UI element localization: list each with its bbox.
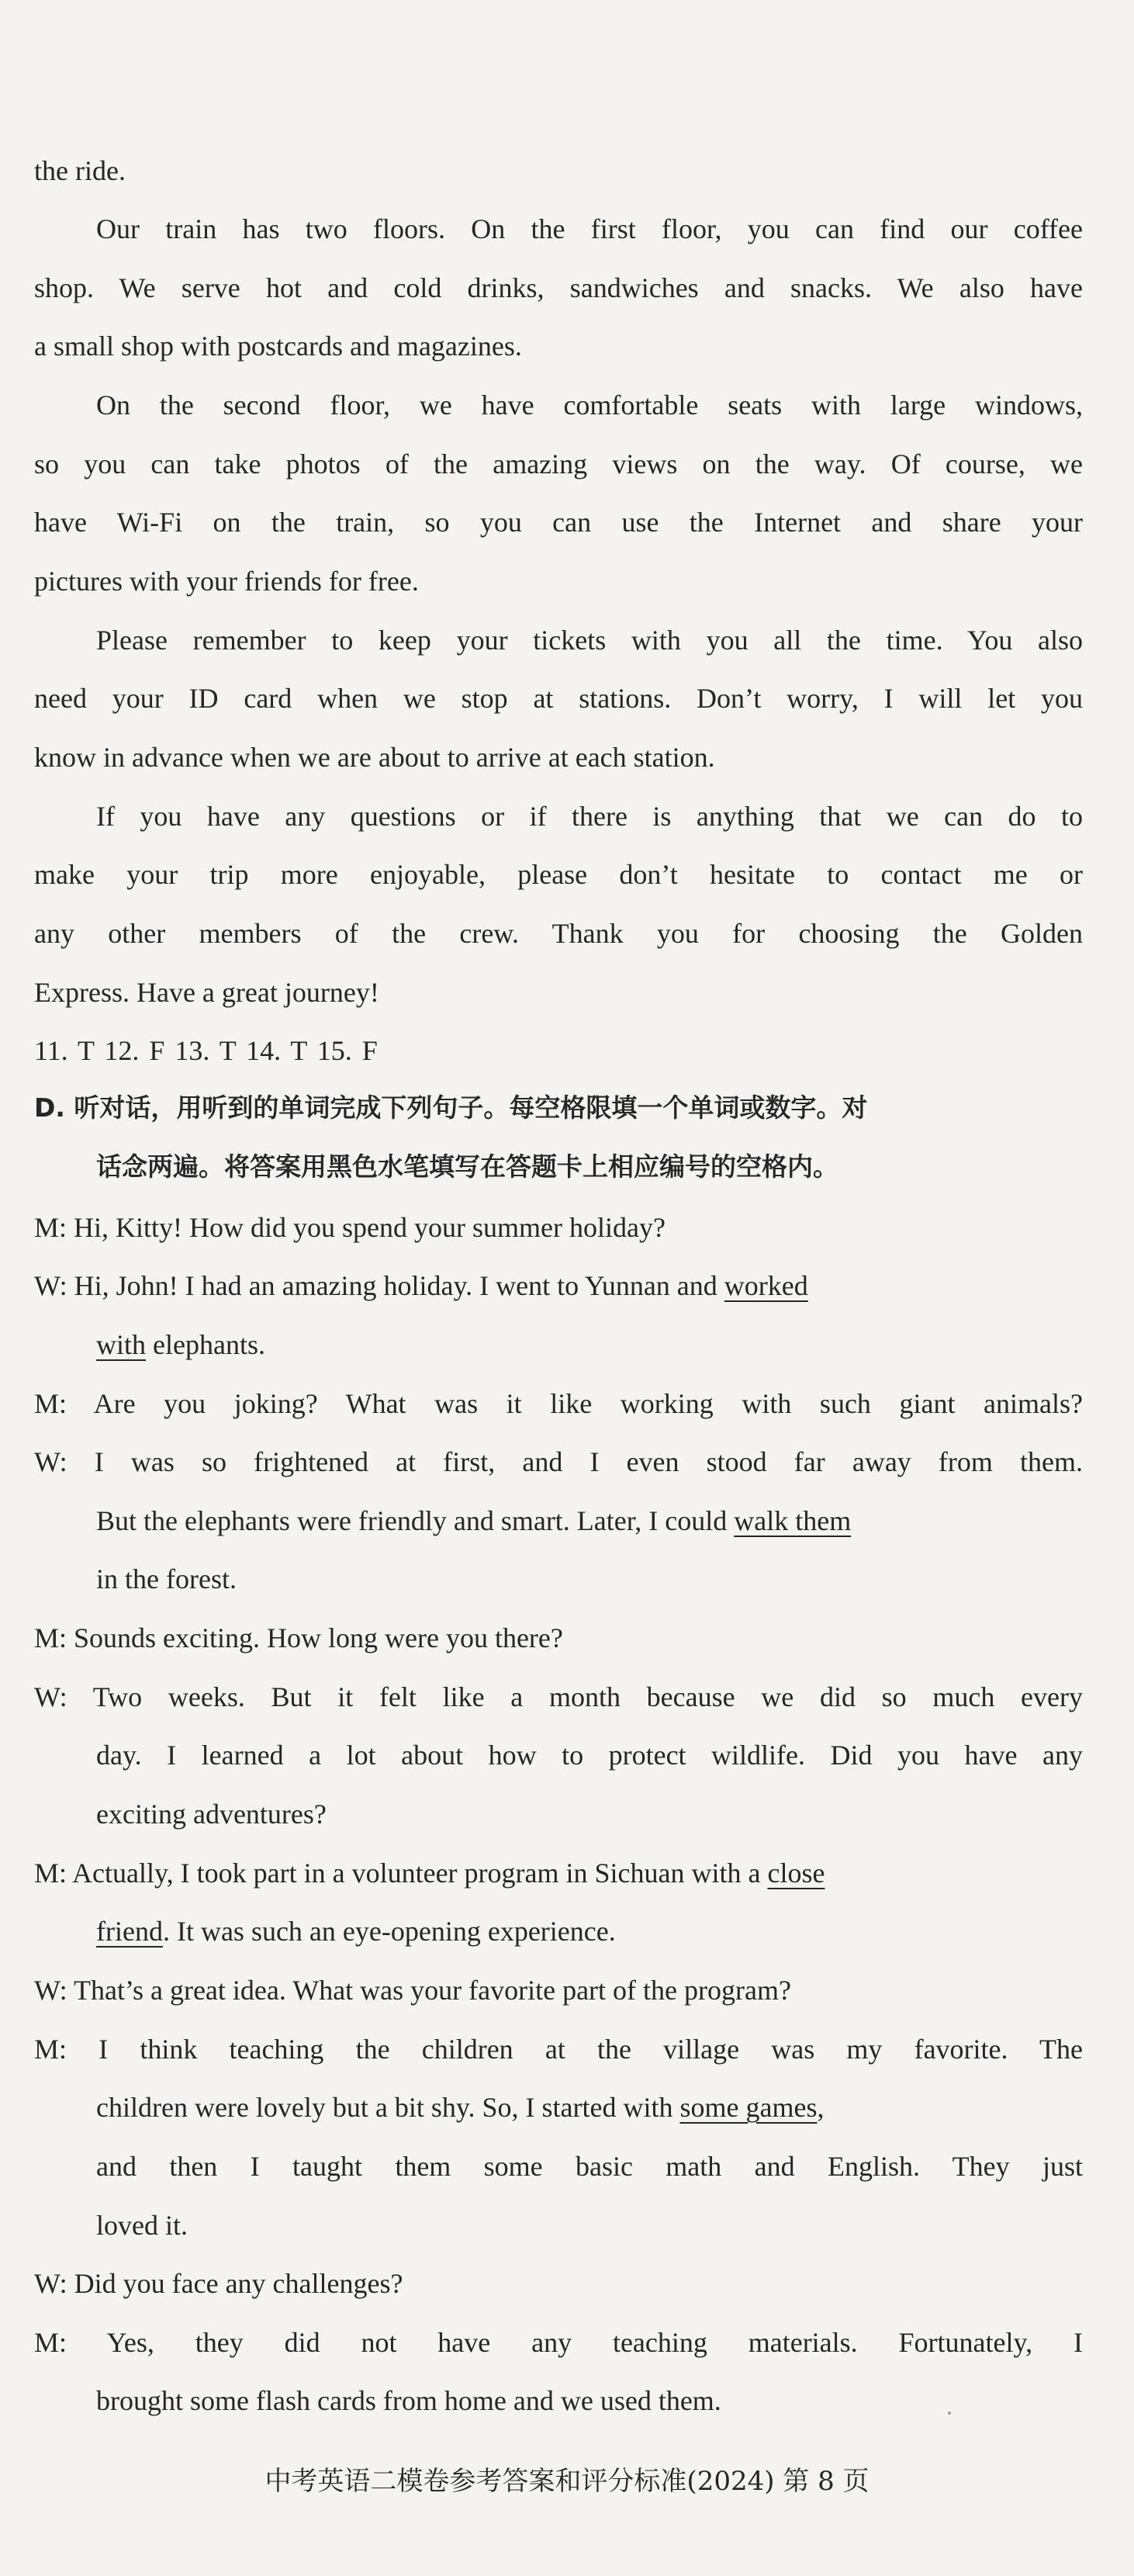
dialogue-line: M: Sounds exciting. How long were you there?	[34, 1622, 563, 1653]
dialogue-line: M: Yes, they did not have any teaching materials. Fortunately, I	[34, 2327, 1083, 2358]
text-line: have Wi-Fi on the train, so you can use the Internet and share your	[34, 507, 1083, 538]
dialogue-line: and then I taught them some basic math and English. They just	[96, 2151, 1083, 2182]
dialogue-line: M: Actually, I took part in a volunteer program in Sichuan with a close	[34, 1858, 825, 1889]
text-line: make your trip more enjoyable, please don’t hesitate to contact me or	[34, 859, 1083, 890]
dialogue-line: day. I learned a lot about how to protect wildlife. Did you have any	[96, 1740, 1083, 1771]
dialogue-line: W: That’s a great idea. What was your favorite part of the program?	[34, 1975, 791, 2006]
dialogue-line: children were lovely but a bit shy. So, I started with some games,	[96, 2092, 825, 2123]
text-line: On the second floor, we have comfortable seats with large windows,	[96, 390, 1083, 421]
text-line: a small shop with postcards and magazines.	[34, 331, 522, 362]
text-line: so you can take photos of the amazing views on the way. Of course, we	[34, 448, 1083, 480]
text-line: any other members of the crew. Thank you for choosing the Golden	[34, 918, 1083, 949]
text-line: If you have any questions or if there is anything that we can do to	[96, 801, 1083, 832]
answer-blank: some games	[679, 2092, 818, 2123]
dialogue-line: M: Hi, Kitty! How did you spend your summer holiday?	[34, 1212, 666, 1243]
text-line: pictures with your friends for free.	[34, 566, 419, 597]
dialogue-line: exciting adventures?	[96, 1799, 327, 1830]
answers-line: 11. T 12. F 13. T 14. T 15. F	[34, 1035, 378, 1066]
dialogue-line: M: I think teaching the children at the village was my favorite. The	[34, 2034, 1083, 2065]
dialogue-line: W: I was so frightened at first, and I even stood far away from them.	[34, 1446, 1083, 1477]
text-line: Our train has two floors. On the first floor, you can find our coffee	[96, 213, 1083, 244]
dialogue-line: with elephants.	[96, 1329, 265, 1360]
section-d-instruction: D. 听对话，用听到的单词完成下列句子。每空格限填一个单词或数字。对	[34, 1092, 868, 1123]
answer-blank: close	[767, 1858, 825, 1889]
answer-blank: friend	[96, 1916, 163, 1947]
section-d-instruction: 话念两遍。将答案用黑色水笔填写在答题卡上相应编号的空格内。	[96, 1151, 838, 1182]
answer-blank: walk them	[734, 1505, 852, 1536]
dialogue-line: M: Are you joking? What was it like working with such giant animals?	[34, 1388, 1083, 1419]
page-footer: 中考英语二模卷参考答案和评分标准(2024) 第 8 页	[264, 2466, 870, 2497]
dialogue-line: brought some flash cards from home and we used them.	[96, 2385, 721, 2416]
page-speck	[948, 2412, 951, 2415]
dialogue-line: But the elephants were friendly and smart. Later, I could walk them	[96, 1505, 852, 1536]
answer-blank: worked	[724, 1270, 808, 1301]
dialogue-line: W: Two weeks. But it felt like a month because we did so much every	[34, 1681, 1083, 1712]
dialogue-line: loved it.	[96, 2210, 188, 2241]
answer-blank: with	[96, 1329, 147, 1360]
text-line: Please remember to keep your tickets with you all the time. You also	[96, 625, 1083, 656]
text-line: shop. We serve hot and cold drinks, sandwiches and snacks. We also have	[34, 272, 1083, 303]
dialogue-line: W: Did you face any challenges?	[34, 2268, 403, 2299]
text-line: need your ID card when we stop at stations. Don’t worry, I will let you	[34, 683, 1083, 714]
dialogue-line: in the forest.	[96, 1563, 237, 1594]
text-line: Express. Have a great journey!	[34, 977, 379, 1008]
dialogue-line: W: Hi, John! I had an amazing holiday. I went to Yunnan and worked	[34, 1270, 808, 1301]
text-line: the ride.	[34, 155, 126, 186]
text-line: know in advance when we are about to arrive at each station.	[34, 742, 715, 773]
dialogue-line: friend. It was such an eye-opening experience.	[96, 1916, 616, 1947]
